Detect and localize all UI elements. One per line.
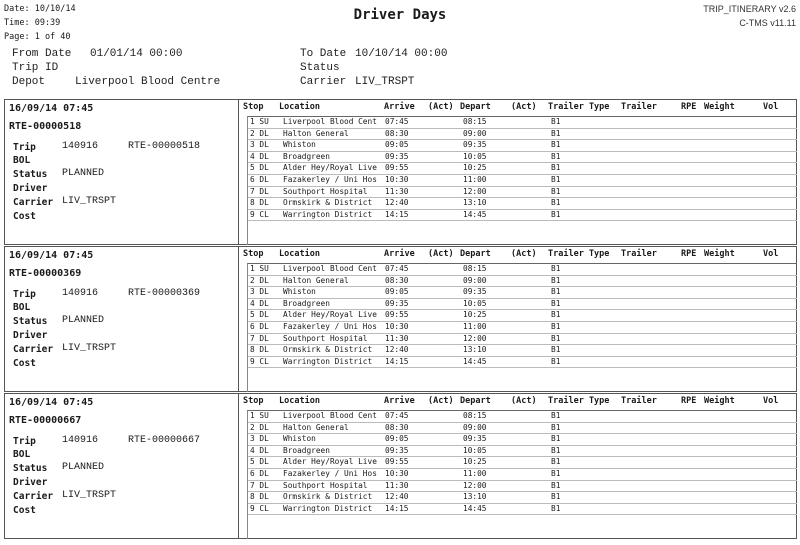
- stop-arrive: 14:15: [385, 209, 409, 219]
- stop-arrive: 14:15: [385, 503, 409, 513]
- carrier-label: Carrier: [13, 344, 54, 355]
- trip-summary: [5, 394, 239, 538]
- trip-route-ref: RTE-00000667: [128, 435, 201, 446]
- stop-row: [248, 152, 797, 164]
- stop-arrive: 11:30: [385, 186, 409, 196]
- trip-route: RTE-00000518: [9, 121, 82, 132]
- stop-row: [248, 504, 797, 516]
- stop-depart: 10:25: [463, 310, 487, 320]
- stop-depart: 13:10: [463, 345, 487, 355]
- stop-depart: 09:00: [463, 422, 487, 432]
- stop-number: 4 DL: [250, 445, 269, 455]
- col-depart-actual: (Act): [511, 396, 537, 406]
- stop-trailer-type: B1: [551, 287, 561, 297]
- stop-location: Ormskirk & District: [283, 345, 373, 355]
- stops-header: [241, 102, 796, 116]
- depot-label: Depot: [12, 76, 46, 88]
- print-date: Date: 10/10/14: [4, 4, 76, 14]
- stop-number: 3 DL: [250, 140, 269, 150]
- stop-location: Halton General: [283, 275, 349, 285]
- stop-arrive: 10:30: [385, 174, 409, 184]
- trip-block: [4, 246, 797, 392]
- stop-depart: 08:15: [463, 264, 487, 273]
- stop-number: 3 DL: [250, 287, 269, 297]
- stop-trailer-type: B1: [551, 321, 561, 331]
- stop-location: Liverpool Blood Cent: [283, 117, 377, 126]
- stop-arrive: 11:30: [385, 333, 409, 343]
- driver-label: Driver: [13, 183, 48, 194]
- stop-depart: 09:00: [463, 275, 487, 285]
- col-rpe: RPE: [681, 396, 697, 406]
- stop-arrive: 12:40: [385, 345, 409, 355]
- stop-location: Southport Hospital: [283, 480, 368, 490]
- col-stop: Stop: [243, 396, 264, 406]
- stop-number: 1 SU: [250, 117, 269, 126]
- stop-arrive: 10:30: [385, 468, 409, 478]
- carrier-label: Carrier: [13, 491, 54, 502]
- stop-trailer-type: B1: [551, 117, 561, 126]
- stop-number: 6 DL: [250, 174, 269, 184]
- col-arrive: Arrive: [384, 102, 415, 112]
- stop-trailer-type: B1: [551, 345, 561, 355]
- col-vol: Vol: [763, 396, 779, 406]
- status-label: Status: [13, 169, 48, 180]
- stop-arrive: 07:45: [385, 264, 409, 273]
- stops-header: [241, 249, 796, 263]
- stop-number: 5 DL: [250, 310, 269, 320]
- stop-location: Whiston: [283, 434, 316, 444]
- stop-number: 8 DL: [250, 345, 269, 355]
- col-trailer: Trailer: [621, 396, 657, 406]
- depot-value: Liverpool Blood Centre: [75, 76, 221, 88]
- trip-carrier: LIV_TRSPT: [62, 343, 117, 354]
- stop-location: Southport Hospital: [283, 333, 368, 343]
- stop-location: Whiston: [283, 140, 316, 150]
- stop-depart: 10:05: [463, 151, 487, 161]
- stop-location: Fazakerley / Uni Hos: [283, 174, 377, 184]
- stop-row: [248, 481, 797, 493]
- stop-location: Alder Hey/Royal Live: [283, 457, 377, 467]
- stop-number: 2 DL: [250, 275, 269, 285]
- trip-status: PLANNED: [62, 168, 105, 179]
- stop-location: Broadgreen: [283, 445, 330, 455]
- stop-depart: 13:10: [463, 492, 487, 502]
- stop-trailer-type: B1: [551, 333, 561, 343]
- stop-row: [248, 334, 797, 346]
- stop-location: Halton General: [283, 128, 349, 138]
- stop-trailer-type: B1: [551, 151, 561, 161]
- col-depart: Depart: [460, 249, 491, 259]
- col-trailer-type: Trailer Type: [548, 249, 610, 259]
- trip-datetime: 16/09/14 07:45: [9, 103, 94, 114]
- trip-label: Trip: [13, 289, 36, 300]
- trip-route: RTE-00000667: [9, 415, 82, 426]
- trip-number: 140916: [62, 141, 99, 152]
- stop-location: Liverpool Blood Cent: [283, 411, 377, 420]
- stop-arrive: 14:15: [385, 356, 409, 366]
- col-arrive-actual: (Act): [428, 249, 454, 259]
- trip-label: Trip: [13, 142, 36, 153]
- stop-number: 5 DL: [250, 163, 269, 173]
- stop-row: [248, 411, 797, 423]
- stop-row: [248, 434, 797, 446]
- from-date-label: From Date: [12, 48, 72, 60]
- stop-arrive: 08:30: [385, 422, 409, 432]
- stop-depart: 09:35: [463, 287, 487, 297]
- stop-row: [248, 175, 797, 187]
- trip-summary: [5, 247, 239, 391]
- trip-summary: [5, 100, 239, 244]
- col-arrive: Arrive: [384, 249, 415, 259]
- stop-location: Alder Hey/Royal Live: [283, 163, 377, 173]
- stop-arrive: 11:30: [385, 480, 409, 490]
- col-arrive-actual: (Act): [428, 102, 454, 112]
- stop-depart: 10:05: [463, 298, 487, 308]
- col-location: Location: [279, 396, 320, 406]
- stop-number: 2 DL: [250, 422, 269, 432]
- col-arrive: Arrive: [384, 396, 415, 406]
- stop-location: Warrington District: [283, 209, 373, 219]
- stop-location: Fazakerley / Uni Hos: [283, 468, 377, 478]
- trip-carrier: LIV_TRSPT: [62, 196, 117, 207]
- stop-number: 9 CL: [250, 356, 269, 366]
- stop-row: [248, 129, 797, 141]
- col-arrive-actual: (Act): [428, 396, 454, 406]
- stop-trailer-type: B1: [551, 275, 561, 285]
- col-depart-actual: (Act): [511, 249, 537, 259]
- report-title: Driver Days: [353, 7, 447, 23]
- stop-row: [248, 163, 797, 175]
- col-trailer-type: Trailer Type: [548, 396, 610, 406]
- stop-location: Broadgreen: [283, 151, 330, 161]
- stop-row: [248, 310, 797, 322]
- stop-number: 9 CL: [250, 503, 269, 513]
- stop-arrive: 09:35: [385, 151, 409, 161]
- stop-number: 1 SU: [250, 411, 269, 420]
- col-stop: Stop: [243, 249, 264, 259]
- trip-block: [4, 393, 797, 539]
- stop-row: [248, 446, 797, 458]
- col-rpe: RPE: [681, 249, 697, 259]
- trip-route-ref: RTE-00000369: [128, 288, 201, 299]
- stop-arrive: 09:05: [385, 287, 409, 297]
- stop-trailer-type: B1: [551, 356, 561, 366]
- cost-label: Cost: [13, 211, 36, 222]
- stop-row: [248, 345, 797, 357]
- report-code: TRIP_ITINERARY v2.6: [703, 4, 796, 14]
- stop-trailer-type: B1: [551, 163, 561, 173]
- stop-location: Fazakerley / Uni Hos: [283, 321, 377, 331]
- stop-number: 3 DL: [250, 434, 269, 444]
- stop-row: [248, 198, 797, 210]
- trip-route: RTE-00000369: [9, 268, 82, 279]
- col-weight: Weight: [704, 102, 735, 112]
- stop-arrive: 07:45: [385, 411, 409, 420]
- stop-row: [248, 492, 797, 504]
- bol-label: BOL: [13, 302, 31, 313]
- col-trailer-type: Trailer Type: [548, 102, 610, 112]
- cost-label: Cost: [13, 358, 36, 369]
- stop-row: [248, 187, 797, 199]
- stop-row: [248, 322, 797, 334]
- stops-table: [247, 263, 797, 392]
- stop-number: 7 DL: [250, 333, 269, 343]
- stop-row: [248, 423, 797, 435]
- driver-label: Driver: [13, 477, 48, 488]
- stop-location: Halton General: [283, 422, 349, 432]
- trip-block: [4, 99, 797, 245]
- col-weight: Weight: [704, 396, 735, 406]
- trip-carrier: LIV_TRSPT: [62, 490, 117, 501]
- status-filter-label: Status: [300, 62, 340, 74]
- stop-depart: 08:15: [463, 411, 487, 420]
- stop-arrive: 09:35: [385, 298, 409, 308]
- stop-depart: 14:45: [463, 503, 487, 513]
- stop-depart: 09:35: [463, 434, 487, 444]
- col-depart-actual: (Act): [511, 102, 537, 112]
- stop-trailer-type: B1: [551, 411, 561, 420]
- stop-depart: 14:45: [463, 209, 487, 219]
- status-label: Status: [13, 316, 48, 327]
- stop-depart: 12:00: [463, 333, 487, 343]
- stop-row: [248, 140, 797, 152]
- stop-location: Ormskirk & District: [283, 492, 373, 502]
- stop-number: 7 DL: [250, 480, 269, 490]
- col-stop: Stop: [243, 102, 264, 112]
- trip-number: 140916: [62, 435, 99, 446]
- col-trailer: Trailer: [621, 249, 657, 259]
- carrier-filter-label: Carrier: [300, 76, 347, 88]
- stop-trailer-type: B1: [551, 434, 561, 444]
- col-depart: Depart: [460, 396, 491, 406]
- stop-number: 7 DL: [250, 186, 269, 196]
- stop-row: [248, 264, 797, 276]
- stop-number: 2 DL: [250, 128, 269, 138]
- trip-status: PLANNED: [62, 462, 105, 473]
- stop-trailer-type: B1: [551, 174, 561, 184]
- status-label: Status: [13, 463, 48, 474]
- stop-trailer-type: B1: [551, 186, 561, 196]
- stop-depart: 08:15: [463, 117, 487, 126]
- stop-depart: 09:35: [463, 140, 487, 150]
- stop-row: [248, 469, 797, 481]
- bol-label: BOL: [13, 449, 31, 460]
- stop-row: [248, 117, 797, 129]
- stop-depart: 11:00: [463, 321, 487, 331]
- trip-datetime: 16/09/14 07:45: [9, 397, 94, 408]
- trip-datetime: 16/09/14 07:45: [9, 250, 94, 261]
- col-weight: Weight: [704, 249, 735, 259]
- stop-row: [248, 210, 797, 222]
- stop-depart: 09:00: [463, 128, 487, 138]
- stop-row: [248, 299, 797, 311]
- stop-location: Broadgreen: [283, 298, 330, 308]
- col-vol: Vol: [763, 102, 779, 112]
- stop-trailer-type: B1: [551, 422, 561, 432]
- stop-arrive: 09:35: [385, 445, 409, 455]
- stop-depart: 12:00: [463, 186, 487, 196]
- carrier-filter-value: LIV_TRSPT: [355, 76, 415, 88]
- stop-row: [248, 357, 797, 369]
- stop-trailer-type: B1: [551, 128, 561, 138]
- col-trailer: Trailer: [621, 102, 657, 112]
- stops-table: [247, 116, 797, 245]
- stop-number: 8 DL: [250, 492, 269, 502]
- stop-number: 4 DL: [250, 151, 269, 161]
- stop-depart: 10:25: [463, 457, 487, 467]
- stop-trailer-type: B1: [551, 480, 561, 490]
- carrier-label: Carrier: [13, 197, 54, 208]
- trip-id-label: Trip ID: [12, 62, 59, 74]
- stop-arrive: 12:40: [385, 198, 409, 208]
- stop-number: 6 DL: [250, 321, 269, 331]
- stop-arrive: 09:55: [385, 310, 409, 320]
- stop-depart: 10:05: [463, 445, 487, 455]
- stop-trailer-type: B1: [551, 209, 561, 219]
- trip-status: PLANNED: [62, 315, 105, 326]
- stop-trailer-type: B1: [551, 298, 561, 308]
- stop-location: Ormskirk & District: [283, 198, 373, 208]
- stop-arrive: 07:45: [385, 117, 409, 126]
- stop-arrive: 08:30: [385, 275, 409, 285]
- stop-row: [248, 287, 797, 299]
- stop-depart: 10:25: [463, 163, 487, 173]
- stop-depart: 14:45: [463, 356, 487, 366]
- trip-label: Trip: [13, 436, 36, 447]
- stop-location: Warrington District: [283, 356, 373, 366]
- to-date-label: To Date: [300, 48, 347, 60]
- stop-number: 9 CL: [250, 209, 269, 219]
- col-rpe: RPE: [681, 102, 697, 112]
- stop-arrive: 09:55: [385, 457, 409, 467]
- stop-row: [248, 457, 797, 469]
- col-vol: Vol: [763, 249, 779, 259]
- cost-label: Cost: [13, 505, 36, 516]
- stops-header: [241, 396, 796, 410]
- stop-number: 4 DL: [250, 298, 269, 308]
- page-number: Page: 1 of 40: [4, 32, 71, 42]
- stop-depart: 11:00: [463, 468, 487, 478]
- stop-location: Warrington District: [283, 503, 373, 513]
- app-version: C-TMS v11.11: [739, 18, 796, 28]
- stop-row: [248, 276, 797, 288]
- stop-arrive: 08:30: [385, 128, 409, 138]
- to-date-value: 10/10/14 00:00: [355, 48, 448, 60]
- stop-trailer-type: B1: [551, 492, 561, 502]
- stop-depart: 13:10: [463, 198, 487, 208]
- stop-trailer-type: B1: [551, 140, 561, 150]
- driver-label: Driver: [13, 330, 48, 341]
- stop-number: 1 SU: [250, 264, 269, 273]
- stop-number: 6 DL: [250, 468, 269, 478]
- stop-location: Liverpool Blood Cent: [283, 264, 377, 273]
- stop-arrive: 10:30: [385, 321, 409, 331]
- stop-location: Whiston: [283, 287, 316, 297]
- bol-label: BOL: [13, 155, 31, 166]
- stop-trailer-type: B1: [551, 264, 561, 273]
- stop-number: 5 DL: [250, 457, 269, 467]
- stop-trailer-type: B1: [551, 503, 561, 513]
- stop-trailer-type: B1: [551, 457, 561, 467]
- col-depart: Depart: [460, 102, 491, 112]
- stops-table: [247, 410, 797, 539]
- stop-trailer-type: B1: [551, 468, 561, 478]
- stop-trailer-type: B1: [551, 445, 561, 455]
- col-location: Location: [279, 102, 320, 112]
- col-location: Location: [279, 249, 320, 259]
- stop-location: Alder Hey/Royal Live: [283, 310, 377, 320]
- from-date-value: 01/01/14 00:00: [90, 48, 183, 60]
- stop-depart: 12:00: [463, 480, 487, 490]
- stop-arrive: 09:05: [385, 434, 409, 444]
- stop-depart: 11:00: [463, 174, 487, 184]
- trip-number: 140916: [62, 288, 99, 299]
- stop-arrive: 12:40: [385, 492, 409, 502]
- stop-arrive: 09:05: [385, 140, 409, 150]
- stop-arrive: 09:55: [385, 163, 409, 173]
- stop-number: 8 DL: [250, 198, 269, 208]
- stop-trailer-type: B1: [551, 198, 561, 208]
- print-time: Time: 09:39: [4, 18, 61, 28]
- trip-route-ref: RTE-00000518: [128, 141, 201, 152]
- stop-trailer-type: B1: [551, 310, 561, 320]
- stop-location: Southport Hospital: [283, 186, 368, 196]
